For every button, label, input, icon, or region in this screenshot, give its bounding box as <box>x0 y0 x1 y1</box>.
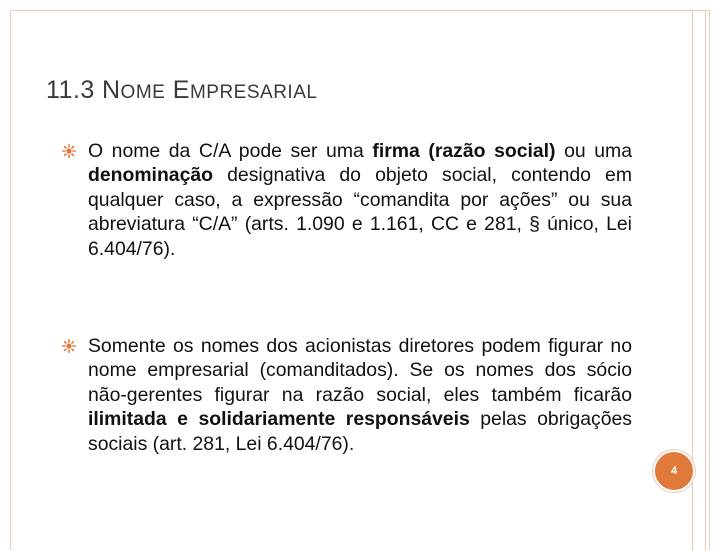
title-part: MPRESARIAL <box>189 82 318 103</box>
bold-text: firma (razão social) <box>372 140 556 162</box>
title-part: N <box>101 76 121 104</box>
title-text <box>102 77 317 104</box>
title-part: OME <box>120 82 166 103</box>
bullet-text <box>88 334 632 456</box>
sun-bullet-icon <box>62 144 76 158</box>
title-number: 11.3 <box>46 76 95 104</box>
bullet-text <box>88 139 632 261</box>
slide-title <box>46 76 317 105</box>
bold-text: denominação <box>88 164 213 187</box>
text-segment: O nome da C/A pode ser uma <box>88 140 373 162</box>
bullet-item <box>66 334 632 456</box>
sun-bullet-icon <box>62 339 76 353</box>
text-segment: designativa do objeto social, contendo em qualquer caso, a expressão “comandita por ações” ou sua abreviatura “C/A” (arts. 1.090 e 1.161, CC e 281, § único, Lei 6.404/76). <box>88 164 632 260</box>
bold-text: ilimitada e solidariamente responsáveis <box>88 408 470 431</box>
bullet-item <box>66 139 632 261</box>
text-segment: pelas obrigações sociais (art. 281, Lei 6.404/76). <box>88 408 632 455</box>
text-segment: Somente os nomes dos acionistas diretores podem figurar no nome empresarial (comanditados). Se os nomes dos sócio não-gerentes figurar na razão social, eles também ficarão <box>88 335 632 406</box>
title-part: E <box>165 76 190 104</box>
text-segment: ou uma <box>555 140 632 162</box>
page-number-badge: 4 <box>653 450 695 492</box>
